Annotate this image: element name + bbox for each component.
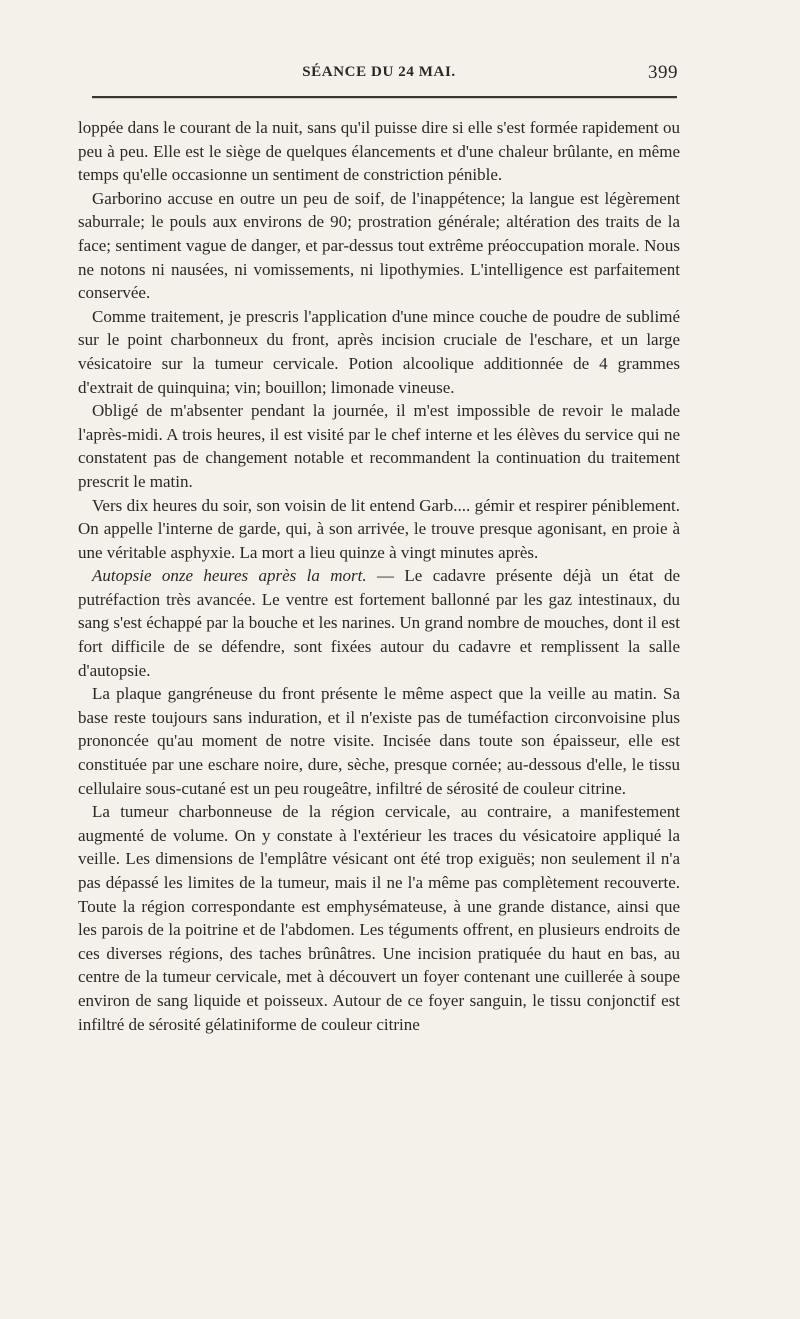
running-head: SÉANCE DU 24 MAI. (302, 64, 456, 80)
paragraph-2-text: Garborino accuse en outre un peu de soif, de l'inappétence; la langue est légèrement saburrale; le pouls aux environs de 90; prostration générale; altération des traits de la face; sentiment vague de danger, et par-dessus tout extrême préoccupation morale. Nous ne notons ni nausées, ni vomissements, ni lipothymies. L'intelligence est parfaitement conservée. (78, 188, 680, 303)
paragraph-8 (78, 800, 680, 1036)
paragraph-7-text: La plaque gangréneuse du front présente le même aspect que la veille au matin. Sa base reste toujours sans induration, et il n'existe pas de tuméfaction circonvoisine plus prononcée qu'au moment de notre visite. Incisée dans toute son épaisseur, elle est constituée par une eschare noire, dure, sèche, presque cornée; au-dessous d'elle, le tissu cellulaire sous-cutané est un peu rougeâtre, infiltré de sérosité de couleur citrine. (78, 684, 680, 798)
paragraph-3 (78, 305, 680, 399)
page-number: 399 (648, 62, 678, 83)
paragraph-5-text: Vers dix heures du soir, son voisin de lit entend Garb.... gémir et respirer péniblement. On appelle l'interne de garde, qui, à son arrivée, le trouve presque agonisant, en proie à une véritable asphyxie. La mort a lieu quinze à vingt minutes après. (78, 495, 680, 562)
paragraph-6-text: — Le cadavre présente déjà un état de putréfaction très avancée. Le ventre est fortement ballonné par les gaz intestinaux, du sang s'est échappé par la bouche et les narines. Un grand nombre de mouches, dont il est fort difficile de se défendre, sont fixées autour du cadavre et remplissent la salle d'autopsie. (78, 566, 680, 680)
paragraph-1-text: loppée dans le courant de la nuit, sans qu'il puisse dire si elle s'est formée rapidement ou peu à peu. Elle est le siège de quelques élancements et d'une chaleur brûlante, en même temps qu'elle occasionne un sentiment de constriction pénible. (78, 118, 680, 185)
page-header (78, 62, 680, 90)
paragraph-1 (78, 116, 680, 187)
paragraph-4-text: Obligé de m'absenter pendant la journée, il m'est impossible de revoir le malade l'après-midi. A trois heures, il est visité par le chef interne et les élèves du service qui ne constatent pas de changement notable et recommandent la continuation du traitement prescrit le matin. (78, 401, 680, 491)
body-text (78, 116, 680, 1036)
autopsy-heading: Autopsie onze heures après la mort. (92, 566, 367, 586)
paragraph-5 (78, 494, 680, 565)
paragraph-2 (78, 187, 680, 305)
paragraph-8-text: La tumeur charbonneuse de la région cervicale, au contraire, a manifestement augmenté de volume. On y constate à l'extérieur les traces du vésicatoire appliqué la veille. Les dimensions de l'emplâtre vésicant ont été trop exiguës; non seulement il n'a pas dépassé les limites de la tumeur, mais il ne l'a même pas complètement recouverte. Toute la région correspondante est emphysémateuse, à une grande distance, ainsi que les parois de la poitrine et de l'abdomen. Les téguments offrent, en plusieurs endroits de ces diverses régions, des taches brûnâtres. Une incision pratiquée du haut en bas, au centre de la tumeur cervicale, met à découvert un foyer contenant une cuillerée à soupe environ de sang liquide et poisseux. Autour de ce foyer sanguin, le tissu conjonctif est infiltré de sérosité gélatiniforme de couleur citrine (78, 802, 680, 1034)
paragraph-7 (78, 682, 680, 800)
paragraph-3-text: Comme traitement, je prescris l'application d'une mince couche de poudre de sublimé sur le point charbonneux du front, après incision cruciale de l'eschare, et un large vésicatoire sur la tumeur cervicale. Potion alcoolique additionnée de 4 grammes d'extrait de quinquina; vin; bouillon; limonade vineuse. (78, 306, 680, 397)
paragraph-4 (78, 399, 680, 493)
paragraph-6 (78, 564, 680, 682)
header-rule (92, 96, 677, 98)
